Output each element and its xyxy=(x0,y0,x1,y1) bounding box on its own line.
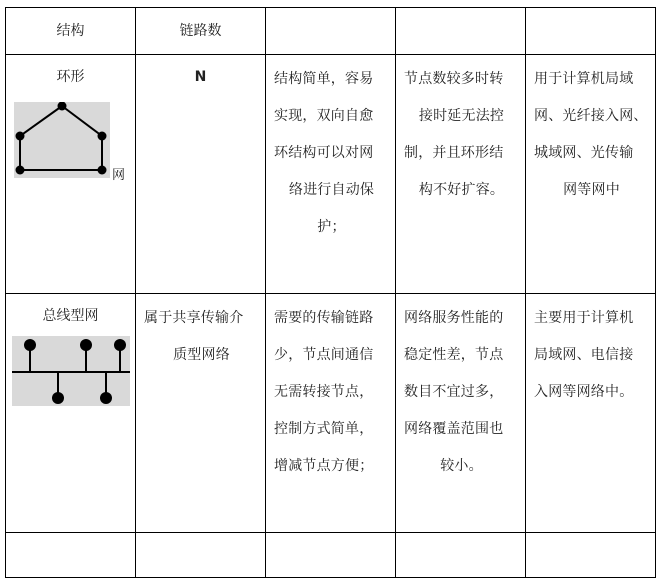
disadvantages-text xyxy=(396,294,525,485)
empty-row xyxy=(6,533,656,578)
empty-cell xyxy=(396,533,526,578)
text-line: 属于共享传输介 xyxy=(144,310,244,326)
table-row xyxy=(6,55,656,294)
ring-topology-icon xyxy=(14,102,110,178)
text-line: 实现，双向自愈 xyxy=(274,108,374,124)
text-line: 控制方式简单， xyxy=(274,421,374,437)
text-line: 接时延无法控 xyxy=(418,108,505,124)
text-line: 用于计算机局域 xyxy=(534,71,634,87)
text-line: 制，并且环形结 xyxy=(404,145,504,161)
header-links: 链路数 xyxy=(179,23,222,39)
empty-cell xyxy=(136,533,266,578)
structure-suffix: 网 xyxy=(112,168,126,183)
links-value: N xyxy=(194,69,207,85)
disadvantages-cell xyxy=(396,294,526,533)
header-row xyxy=(6,8,656,55)
text-line: 网等网中 xyxy=(563,182,620,198)
text-line: 城域网、光传输 xyxy=(534,145,634,161)
empty-cell xyxy=(526,533,656,578)
advantages-cell xyxy=(266,55,396,294)
text-line: 节点数较多时转 xyxy=(404,71,504,87)
text-line: 质型网络 xyxy=(173,347,230,363)
table-row xyxy=(6,294,656,533)
structure-cell xyxy=(6,294,136,533)
applications-cell xyxy=(526,55,656,294)
header-cell-5 xyxy=(526,8,656,55)
applications-text xyxy=(526,294,655,411)
text-line: 数目不宜过多， xyxy=(404,384,504,400)
applications-cell xyxy=(526,294,656,533)
disadvantages-cell xyxy=(396,55,526,294)
text-line: 网、光纤接入网、 xyxy=(534,108,648,124)
bus-topology-icon xyxy=(12,336,130,406)
links-cell xyxy=(136,55,266,294)
advantages-cell xyxy=(266,294,396,533)
structure-name: 总线型网 xyxy=(42,308,99,324)
advantages-text xyxy=(266,294,395,485)
text-line: 局域网、电信接 xyxy=(534,347,634,363)
header-cell-links xyxy=(136,8,266,55)
structure-name: 环形 xyxy=(56,69,85,85)
header-cell-4 xyxy=(396,8,526,55)
text-line: 构不好扩容。 xyxy=(418,182,505,198)
disadvantages-text xyxy=(396,55,525,209)
text-line: 护； xyxy=(317,219,346,235)
text-line: 无需转接节点， xyxy=(274,384,374,400)
text-line: 入网等网络中。 xyxy=(534,384,634,400)
links-text xyxy=(136,294,265,374)
text-line: 较小。 xyxy=(440,458,483,474)
header-structure: 结构 xyxy=(56,23,85,39)
text-line: 主要用于计算机 xyxy=(534,310,634,326)
topology-table xyxy=(5,7,656,578)
header-cell-structure xyxy=(6,8,136,55)
text-line: 环结构可以对网 xyxy=(274,145,374,161)
links-cell xyxy=(136,294,266,533)
text-line: 络进行自动保 xyxy=(288,182,375,198)
empty-cell xyxy=(266,533,396,578)
text-line: 结构简单，容易 xyxy=(274,71,374,87)
header-cell-3 xyxy=(266,8,396,55)
advantages-text xyxy=(266,55,395,246)
applications-text xyxy=(526,55,655,209)
empty-cell xyxy=(6,533,136,578)
text-line: 稳定性差，节点 xyxy=(404,347,504,363)
structure-cell xyxy=(6,55,136,294)
text-line: 少，节点间通信 xyxy=(274,347,374,363)
text-line: 增减节点方便； xyxy=(274,458,374,474)
text-line: 网络服务性能的 xyxy=(404,310,504,326)
text-line: 需要的传输链路 xyxy=(274,310,374,326)
text-line: 网络覆盖范围也 xyxy=(404,421,504,437)
